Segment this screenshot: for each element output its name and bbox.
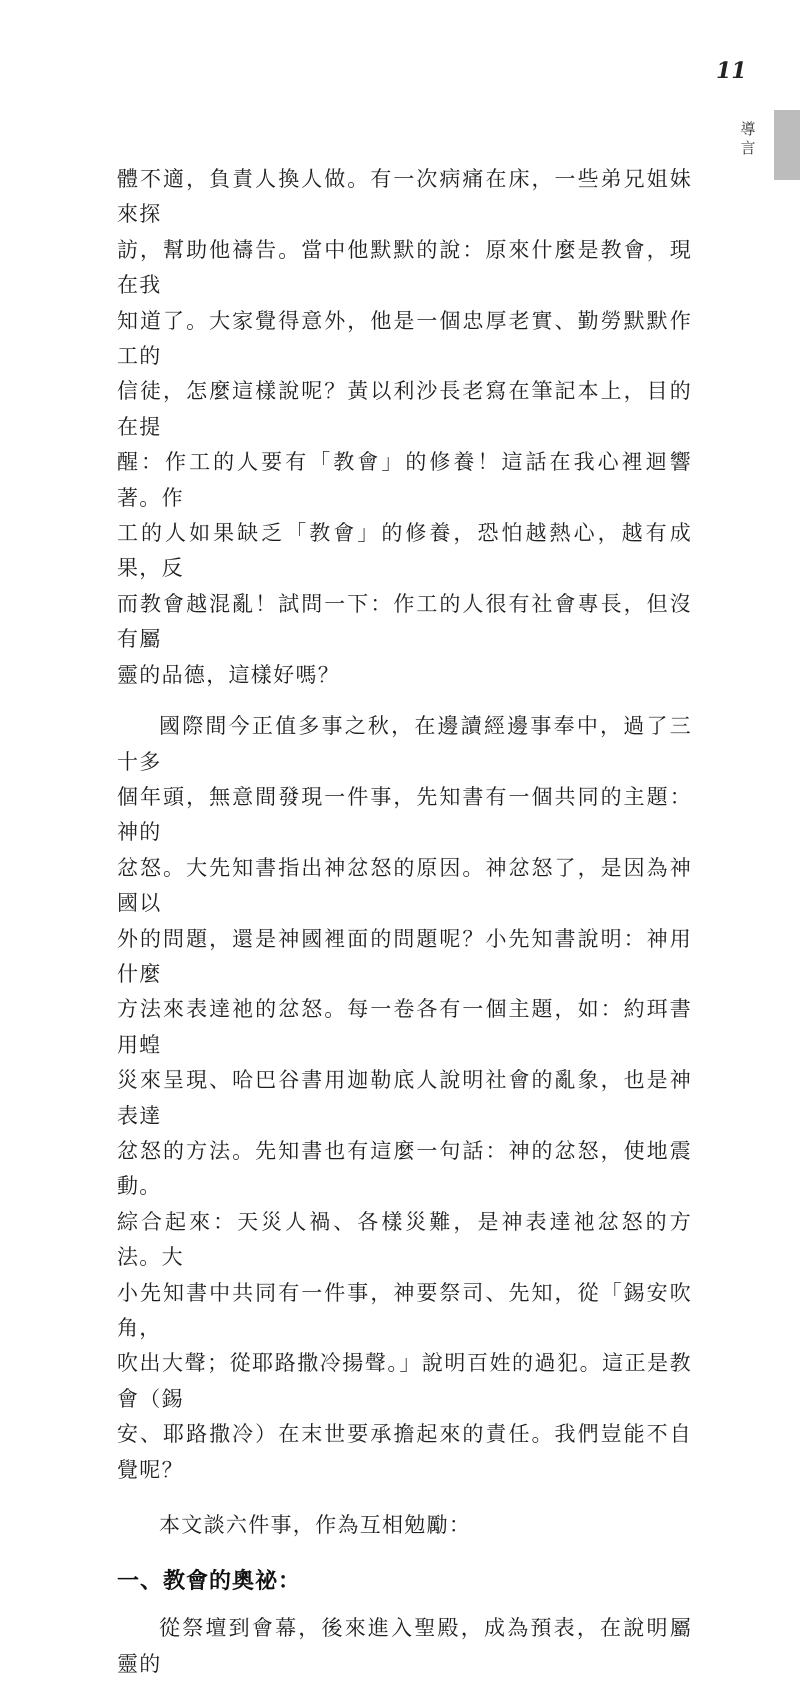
paragraph-2: 國際間今正值多事之秋，在邊讀經邊事奉中，過了三十多 個年頭，無意間發現一件事，先知書有一個共同的主題：神的 忿怒。大先知書指出神忿怒的原因。神忿怒了，是因為神國以 外的問題，還是神國裡面的問題呢？小先知書說明：神用什麼 方法來表達祂的忿怒。每一卷各有一個主題，如：約珥書用蝗 災來呈現、哈巴谷書用迦勒底人說明社會的亂象，也是神表達 忿怒的方法。先知書也有這麼一句話：神的忿怒，使地震動。 綜合起來：天災人禍、各樣災難，是神表達祂忿怒的方法。大 小先知書中共同有一件事，神要祭司、先知，從「錫安吹角， 吹出大聲；從耶路撒冷揚聲。」說明百姓的過犯。這正是教會（錫 安、耶路撒冷）在末世要承擔起來的責任。我們豈能不自覺呢？ — [117, 714, 692, 1482]
paragraph-1: 體不適，負責人換人做。有一次病痛在床，一些弟兄姐妹來探 訪，幫助他禱告。當中他默默的說：原來什麼是教會，現在我 知道了。大家覺得意外，他是一個忠厚老實、勤勞默默作工的 信徒，怎麼這樣說呢？黃以利沙長老寫在筆記本上，目的在提 醒：作工的人要有「教會」的修養！這話在我心裡迴響著。作 工的人如果缺乏「教會」的修養，恐怕越熱心，越有成果，反 而教會越混亂！試問一下：作工的人很有社會專長，但沒有屬 靈的品德，這樣好嗎？ — [117, 167, 692, 687]
body-text — [117, 162, 692, 1682]
chapter-label: 導言 — [740, 120, 756, 157]
chapter-thumb-tab — [774, 110, 800, 180]
paragraph-4: 從祭壇到會幕，後來進入聖殿，成為預表，在說明屬靈的 — [117, 1616, 692, 1676]
section-heading: 一、教會的奧祕： — [117, 1568, 302, 1595]
page-number: 11 — [716, 58, 747, 84]
paragraph-3: 本文談六件事，作為互相勉勵： — [159, 1513, 472, 1538]
